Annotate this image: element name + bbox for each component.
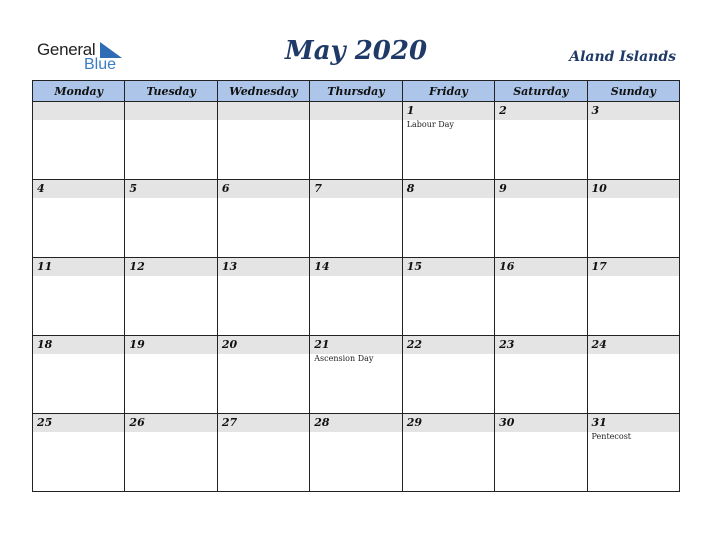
day-cell-11: [33, 258, 125, 336]
day-cell-18: [33, 336, 125, 414]
day-number: 12: [125, 258, 216, 276]
calendar-week-row: [33, 102, 680, 180]
holiday-label: Pentecost: [591, 432, 632, 441]
day-cell-9: [495, 180, 587, 258]
weekday-header-tuesday: Tuesday: [125, 81, 217, 102]
day-cell-20: [217, 336, 309, 414]
page-title: May 2020: [284, 36, 428, 66]
day-cell-25: [33, 414, 125, 492]
day-cell-3: [587, 102, 679, 180]
calendar-week-row: [33, 414, 680, 492]
day-cell-5: [125, 180, 217, 258]
day-number: 23: [495, 336, 586, 354]
day-number: 10: [588, 180, 679, 198]
day-number: 5: [125, 180, 216, 198]
day-number: 9: [495, 180, 586, 198]
weekday-header-saturday: Saturday: [495, 81, 587, 102]
day-number: 26: [125, 414, 216, 432]
day-cell-6: [217, 180, 309, 258]
day-number: 2: [495, 102, 586, 120]
day-number: 1: [403, 102, 494, 120]
day-number: 19: [125, 336, 216, 354]
day-number: 4: [33, 180, 124, 198]
day-number: 21: [310, 336, 401, 354]
day-cell-30: [495, 414, 587, 492]
calendar-week-row: [33, 336, 680, 414]
day-cell-31: [587, 414, 679, 492]
day-number: 25: [33, 414, 124, 432]
day-cell-27: [217, 414, 309, 492]
day-number: 31: [588, 414, 679, 432]
day-cell-13: [217, 258, 309, 336]
day-cell-26: [125, 414, 217, 492]
day-cell-10: [587, 180, 679, 258]
day-number: 6: [218, 180, 309, 198]
day-number: 14: [310, 258, 401, 276]
day-number: 29: [403, 414, 494, 432]
day-cell-14: [310, 258, 402, 336]
day-number: 18: [33, 336, 124, 354]
day-number: [218, 102, 309, 120]
region-name: Aland Islands: [569, 49, 676, 65]
logo-text-blue: Blue: [84, 56, 117, 73]
calendar-grid: [32, 80, 680, 492]
empty-day-cell: [125, 102, 217, 180]
day-number: 7: [310, 180, 401, 198]
holiday-label: Ascension Day: [314, 354, 374, 363]
weekday-header-friday: Friday: [402, 81, 494, 102]
day-cell-17: [587, 258, 679, 336]
day-cell-2: [495, 102, 587, 180]
logo-text-general: General: [37, 40, 96, 59]
empty-day-cell: [33, 102, 125, 180]
day-cell-22: [402, 336, 494, 414]
day-number: 17: [588, 258, 679, 276]
day-number: 28: [310, 414, 401, 432]
day-cell-21: [310, 336, 402, 414]
weekday-header-monday: Monday: [33, 81, 125, 102]
weekday-header-row: [33, 81, 680, 102]
day-cell-12: [125, 258, 217, 336]
day-cell-16: [495, 258, 587, 336]
day-number: 24: [588, 336, 679, 354]
day-cell-4: [33, 180, 125, 258]
calendar-week-row: [33, 180, 680, 258]
empty-day-cell: [217, 102, 309, 180]
weekday-header-thursday: Thursday: [310, 81, 402, 102]
weekday-header-wednesday: Wednesday: [217, 81, 309, 102]
day-number: 8: [403, 180, 494, 198]
day-cell-24: [587, 336, 679, 414]
calendar-week-row: [33, 258, 680, 336]
day-cell-15: [402, 258, 494, 336]
day-cell-19: [125, 336, 217, 414]
day-cell-23: [495, 336, 587, 414]
day-number: 27: [218, 414, 309, 432]
day-number: 3: [588, 102, 679, 120]
day-number: 16: [495, 258, 586, 276]
day-cell-7: [310, 180, 402, 258]
day-number: 15: [403, 258, 494, 276]
day-number: [125, 102, 216, 120]
day-number: 11: [33, 258, 124, 276]
day-number: [33, 102, 124, 120]
day-number: 20: [218, 336, 309, 354]
day-number: [310, 102, 401, 120]
empty-day-cell: [310, 102, 402, 180]
day-cell-29: [402, 414, 494, 492]
day-cell-28: [310, 414, 402, 492]
weekday-header-sunday: Sunday: [587, 81, 679, 102]
day-number: 22: [403, 336, 494, 354]
holiday-label: Labour Day: [406, 120, 454, 129]
day-number: 30: [495, 414, 586, 432]
day-number: 13: [218, 258, 309, 276]
day-cell-1: [402, 102, 494, 180]
day-cell-8: [402, 180, 494, 258]
